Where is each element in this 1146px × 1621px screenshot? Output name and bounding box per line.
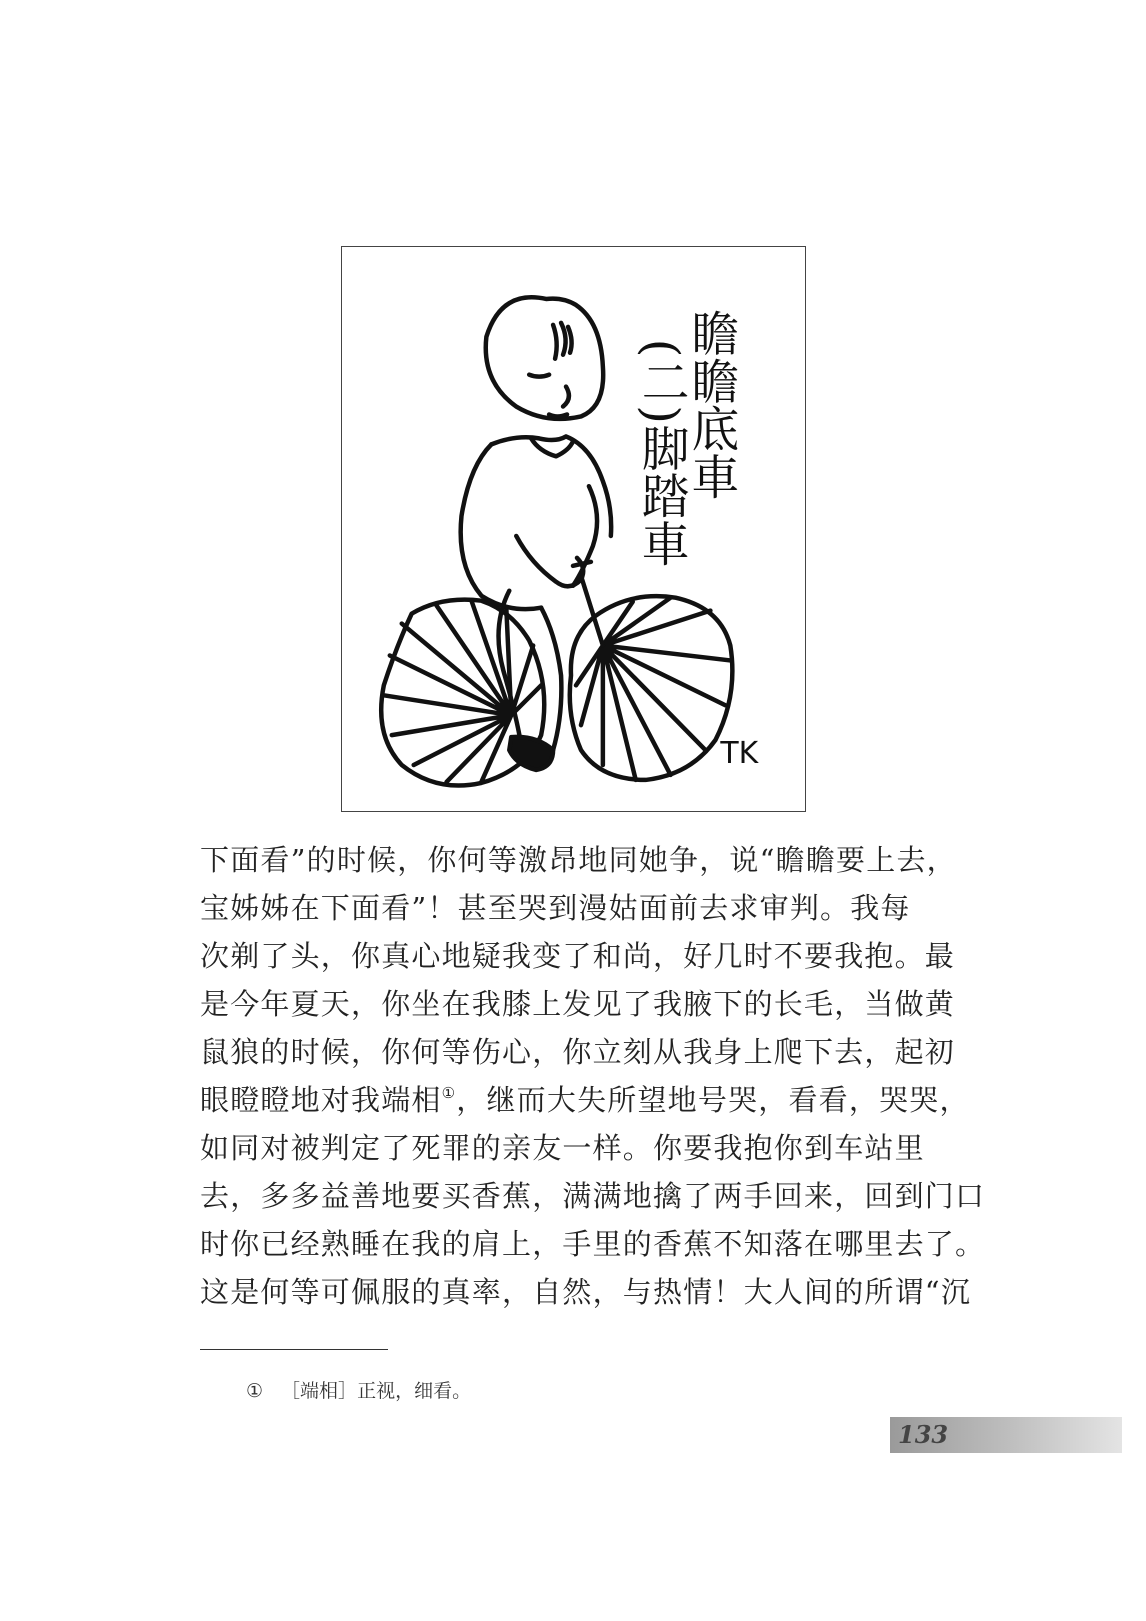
footnote-divider — [200, 1349, 388, 1350]
child-on-fan-bicycle-drawing — [342, 247, 805, 811]
text-line-8: 去，多多益善地要买香蕉，满满地擒了两手回来，回到门口 — [200, 1179, 986, 1213]
caption-column-1: 瞻瞻底車 — [682, 308, 738, 501]
text-line-7: 如同对被判定了死罪的亲友一样。你要我抱你到车站里 — [200, 1131, 925, 1165]
footnote-marker: ① — [246, 1380, 264, 1402]
caption-column-2: (二)脚踏車 — [633, 338, 689, 568]
illustration — [341, 246, 806, 812]
text-line-6-end: ，继而大失所望地号哭，看看，哭哭， — [456, 1083, 970, 1117]
footnote — [246, 1377, 471, 1405]
footnote-term: ［端相］ — [281, 1380, 358, 1402]
text-line-5: 鼠狼的时候，你何等伤心，你立刻从我身上爬下去，起初 — [200, 1035, 956, 1069]
text-line-6-start: 眼瞪瞪地对我端相 — [200, 1083, 442, 1117]
text-line-6 — [200, 1076, 970, 1124]
text-line-10: 这是何等可佩服的真率，自然，与热情！大人间的所谓“沉 — [200, 1275, 972, 1309]
footnote-definition: 正视，细看。 — [357, 1380, 472, 1402]
text-line-2: 宝姊姊在下面看”！甚至哭到漫姑面前去求审判。我每 — [200, 891, 911, 925]
body-text — [200, 836, 986, 1316]
footnote-reference[interactable]: ① — [441, 1084, 457, 1102]
page-number: 133 — [898, 1420, 949, 1449]
text-line-9: 时你已经熟睡在我的肩上，手里的香蕉不知落在哪里去了。 — [200, 1227, 986, 1261]
text-line-3: 次剃了头，你真心地疑我变了和尚，好几时不要我抱。最 — [200, 939, 956, 973]
text-line-4: 是今年夏天，你坐在我膝上发见了我腋下的长毛，当做黄 — [200, 987, 956, 1021]
artist-signature: TK — [720, 735, 759, 771]
page-number-band — [890, 1417, 1122, 1453]
text-line-1: 下面看”的时候，你何等激昂地同她争，说“瞻瞻要上去， — [200, 843, 957, 877]
